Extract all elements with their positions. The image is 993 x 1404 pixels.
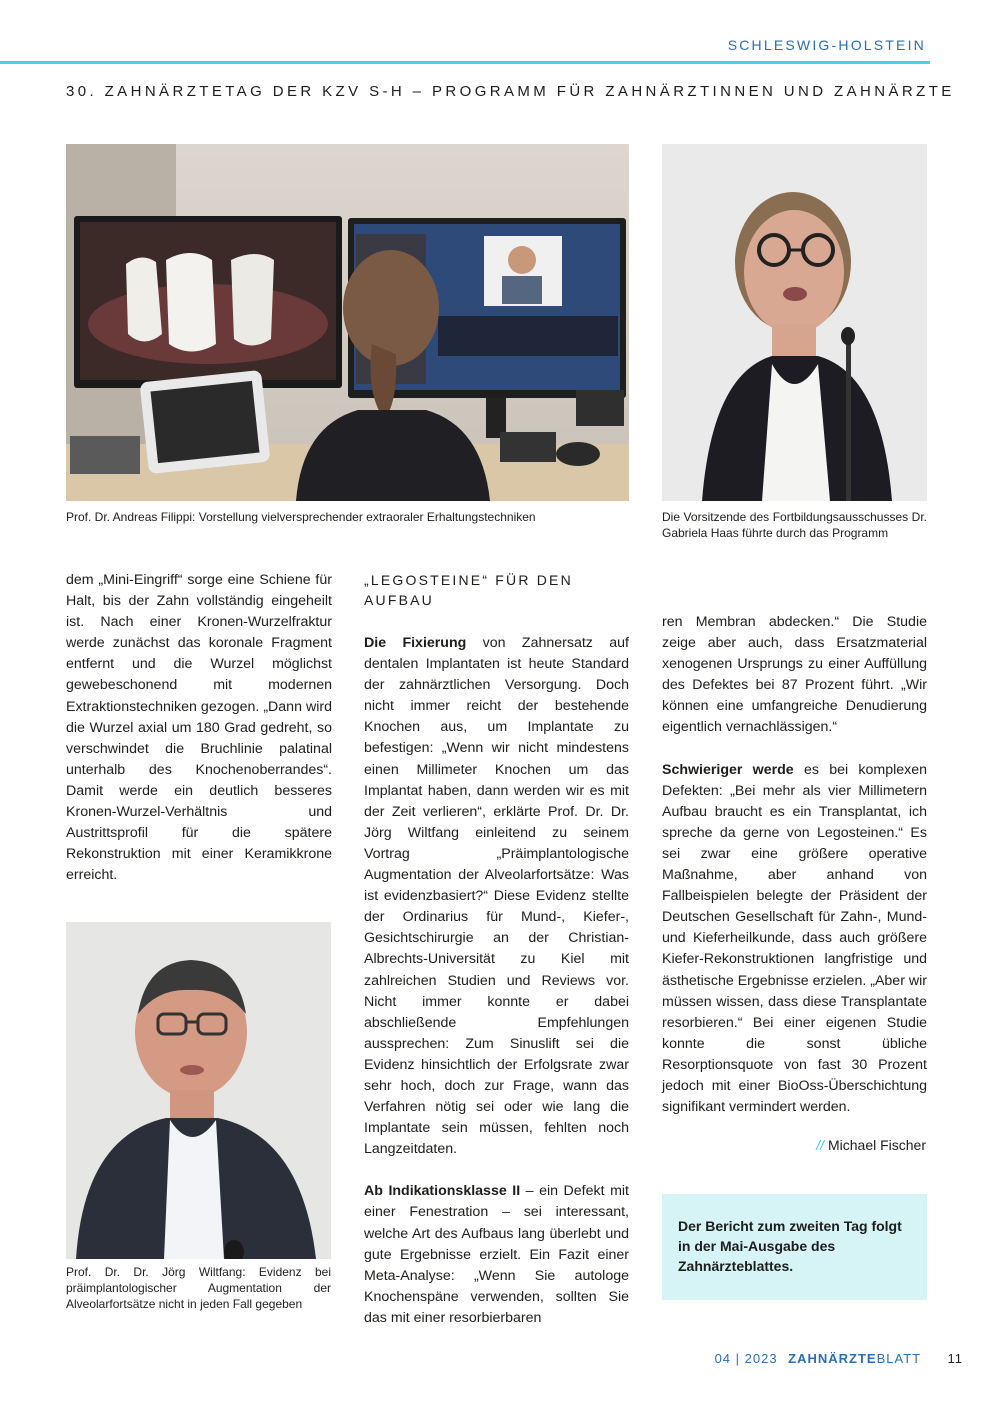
subheading: „LEGOSTEINE“ FÜR DEN AUFBAU [364, 572, 573, 608]
column-3-paragraph-1: ren Membran abdecken.“ Die Studie zeige aber auch, dass Ersatzmaterial xenogenen Ursprungs zu einer Auffüllung des Defektes bei 87 Prozent führt. „Wir können eine umfangreiche Denudierung eigentlich vernachlässigen.“ [662, 614, 927, 736]
column-1-paragraph: dem „Mini-Eingriff“ sorge eine Schiene für Halt, bis der Zahn vollständig eingeheilt ist. Nach einer Kronen-Wurzelfraktur werde zunächst das koronale Fragment entfernt und die Wurzel möglichst gewebeschonend mit modernen Extraktionstechniken gezogen. „Dann wird die Wurzel axial um 180 Grad gedreht, so verschwindet die Bruchlinie palatinal unterhalb des Knochenoberrandes“. Damit werde ein deutlich besseres Kronen-Wurzel-Verhältnis und Austrittsprofil für die spätere Rekonstruktion mit einer Keramikkrone erreicht. [66, 572, 332, 884]
left-photo-caption: Prof. Dr. Dr. Jörg Wiltfang: Evidenz bei präimplantologischer Augmentation der Alveolarfortsätze nicht in jeden Fall gegeben [66, 1265, 331, 1311]
main-photo-caption: Prof. Dr. Andreas Filippi: Vorstellung vielversprechender extraoraler Erhaltungstechniken [66, 510, 536, 524]
column-2 [364, 633, 629, 1329]
page-title: 30. ZAHNÄRZTETAG DER KZV S-H – PROGRAMM FÜR ZAHNÄRZTINNEN UND ZAHNÄRZTE [66, 83, 955, 100]
right-photo [662, 144, 927, 501]
section-label: SCHLESWIG-HOLSTEIN [727, 37, 926, 53]
info-box [662, 1194, 927, 1300]
column-2-paragraph-1 [364, 633, 629, 1160]
author-mark: // [816, 1137, 824, 1153]
info-box-text: Der Bericht zum zweiten Tag folgt in der Mai-Ausgabe des Zahnärzteblattes. [678, 1218, 902, 1274]
main-photo [66, 144, 629, 501]
paragraph-lead: Die Fixierung [364, 635, 467, 651]
column-2-paragraph-2 [364, 1181, 629, 1329]
left-photo-illustration [66, 922, 331, 1259]
page-number: 11 [947, 1351, 963, 1366]
author-byline [816, 1137, 926, 1153]
left-photo [66, 922, 331, 1259]
magazine-name [788, 1351, 921, 1366]
issue-number: 04 | 2023 [714, 1351, 778, 1366]
right-photo-caption: Die Vorsitzende des Fortbildungsausschusses Dr. Gabriela Haas führte durch das Programm [662, 510, 927, 540]
paragraph-body: es bei komplexen Defekten: „Bei mehr als vier Millimetern Aufbau braucht es ein Transplantat, ich spreche da gerne von Legosteinen.“ Es sei zwar eine größere operative Maßnahme, aber anhand von Fallbeispielen belegte der Präsident der Deutschen Gesellschaft für Zahn-, Mund- und Kieferheilkunde, dass auch größere Kiefer-Rekonstruktionen langfristige und ästhetische Ergebnisse erzielen. „Aber wir müssen wissen, dass diese Transplantate resorbieren.“ Bei einer eigenen Studie konnte die sonst übliche Resorptionsquote von fast 30 Prozent jedoch mit einer BioOss-Überschichtung signifikant vermindert werden. [662, 761, 928, 1116]
paragraph-lead: Schwieriger werde [662, 761, 794, 778]
header-rule [0, 61, 930, 64]
paragraph-body: von Zahnersatz auf dentalen Implantaten ist heute Standard der zahnärztlichen Versorgung. Doch nicht immer reicht der bestehende Knochen aus, um Implantate zu befestigen: „Wenn wir nicht mindestens einen Millimeter Knochen um das Implantat haben, dann werden wir es mit der Zeit verlieren“, erklärte Prof. Dr. Dr. Jörg Wiltfang einleitend zu seinem Vortrag „Präimplantologische Augmentation der Alveolarfortsätze: Was ist evidenzbasiert?“ Diese Evidenz stellte der Ordinarius für Mund-, Kiefer-, Gesichtschirurgie an der Christian-Albrechts-Universität zu Kiel mit zahlreichen Studien und Reviews vor. Nicht immer konnte er dabei abschließende Empfehlungen aussprechen: Zum Sinuslift sei die Evidenz hinsichtlich der Erfolgsrate zwar sehr hoch, doch zur Frage, wann das Verfahren nötig sei oder wie lang die Implantate sein müssen, fehlten noch Langzeitdaten. [364, 635, 629, 1158]
right-photo-illustration [662, 144, 927, 501]
author-name: Michael Fischer [827, 1137, 926, 1153]
main-photo-illustration [66, 144, 629, 501]
paragraph-body: – ein Defekt mit einer Fenestration – sei interessant, welche Art des Aufbaus lang überlebt und gute Ergebnisse erzielt. Ein Fazit einer Meta-Analyse: „Wenn Sie autologe Knochenspäne verwenden, sollten Sie das mit einer resorbierbaren [364, 1183, 629, 1326]
column-1 [66, 570, 332, 886]
magazine-name-suffix: BLATT [876, 1351, 921, 1366]
column-3 [662, 612, 927, 1118]
magazine-name-bold: ZAHNÄRZTE [788, 1351, 877, 1366]
column-3-paragraph-2 [662, 760, 927, 1119]
page-footer [715, 1351, 963, 1366]
paragraph-lead: Ab Indikationsklasse II [364, 1183, 521, 1200]
